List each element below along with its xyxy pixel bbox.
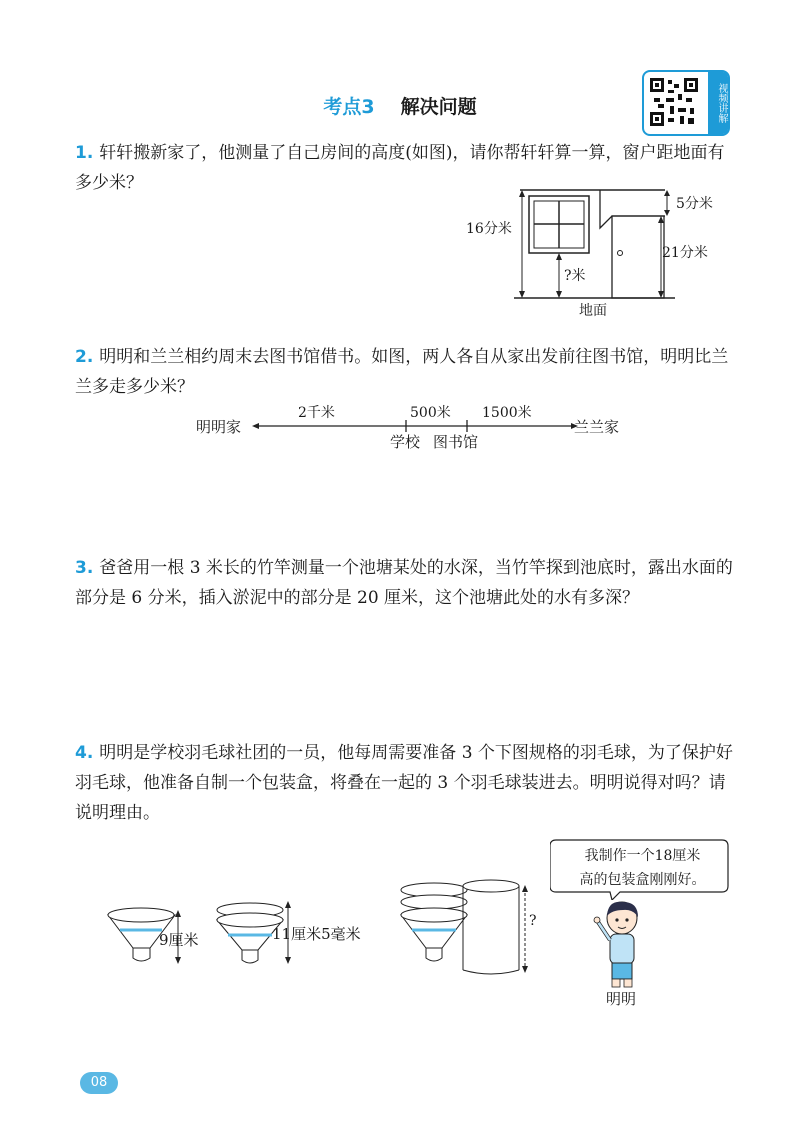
label-ground: 地面	[579, 303, 607, 319]
section-number: 考点3	[323, 96, 375, 118]
question-1-number: 1.	[75, 143, 94, 163]
label-11cm5mm: 11厘米5毫米	[272, 925, 361, 943]
question-3	[75, 553, 735, 613]
speech-line-1: 我制作一个18厘米	[584, 848, 701, 864]
person-name: 明明	[606, 990, 637, 1008]
question-1-text: 轩轩搬新家了，他测量了自己房间的高度(如图)，请你帮轩轩算一算，窗户距地面有多少米？	[75, 143, 725, 193]
label-unknown-m: ?米	[564, 268, 586, 284]
boy-mingming-icon	[590, 900, 650, 990]
packaging-box-icon	[463, 880, 519, 974]
qr-label: 视频讲解	[708, 72, 728, 134]
label-box-height: ?	[529, 913, 537, 929]
video-qr-badge[interactable]	[642, 70, 730, 136]
question-3-text: 爸爸用一根 3 米长的竹竿测量一个池塘某处的水深，当竹竿探到池底时，露出水面的部分是 6 分米，插入淤泥中的部分是 20 厘米，这个池塘此处的水有多深？	[75, 558, 733, 608]
question-4-text: 明明是学校羽毛球社团的一员，他每周需要准备 3 个下图规格的羽毛球，为了保护好羽毛球，他准备自制一个包装盒，将叠在一起的 3 个羽毛球装进去。明明说得对吗？请说明理由。	[75, 743, 733, 823]
door	[612, 216, 664, 298]
label-lanlan-home: 兰兰家	[574, 418, 620, 436]
speech-line-2: 高的包装盒刚刚好。	[579, 872, 706, 888]
question-4-number: 4.	[75, 743, 94, 763]
question-2-number: 2.	[75, 347, 94, 367]
label-16dm: 16分米	[466, 221, 512, 237]
label-5dm: 5分米	[676, 196, 713, 212]
label-mingming-home: 明明家	[196, 418, 242, 436]
label-2km: 2千米	[298, 405, 335, 421]
question-2	[75, 342, 735, 402]
label-school: 学校	[390, 433, 421, 451]
label-9cm: 9厘米	[159, 931, 199, 949]
qr-code-icon	[650, 78, 698, 126]
label-21dm: 21分米	[662, 245, 708, 261]
question-3-number: 3.	[75, 558, 94, 578]
section-topic: 解决问题	[400, 96, 477, 118]
label-1500m: 1500米	[482, 405, 532, 421]
page-number: 08	[80, 1072, 118, 1094]
shuttlecock-diagram	[100, 860, 560, 980]
label-library: 图书馆	[433, 433, 479, 451]
shuttlecock-3-icon	[401, 883, 467, 961]
question-4	[75, 738, 735, 828]
label-500m: 500米	[410, 405, 451, 421]
question-2-text: 明明和兰兰相约周末去图书馆借书。如图，两人各自从家出发前往图书馆，明明比兰兰多走多少米？	[75, 347, 729, 397]
speech-text	[560, 844, 725, 892]
